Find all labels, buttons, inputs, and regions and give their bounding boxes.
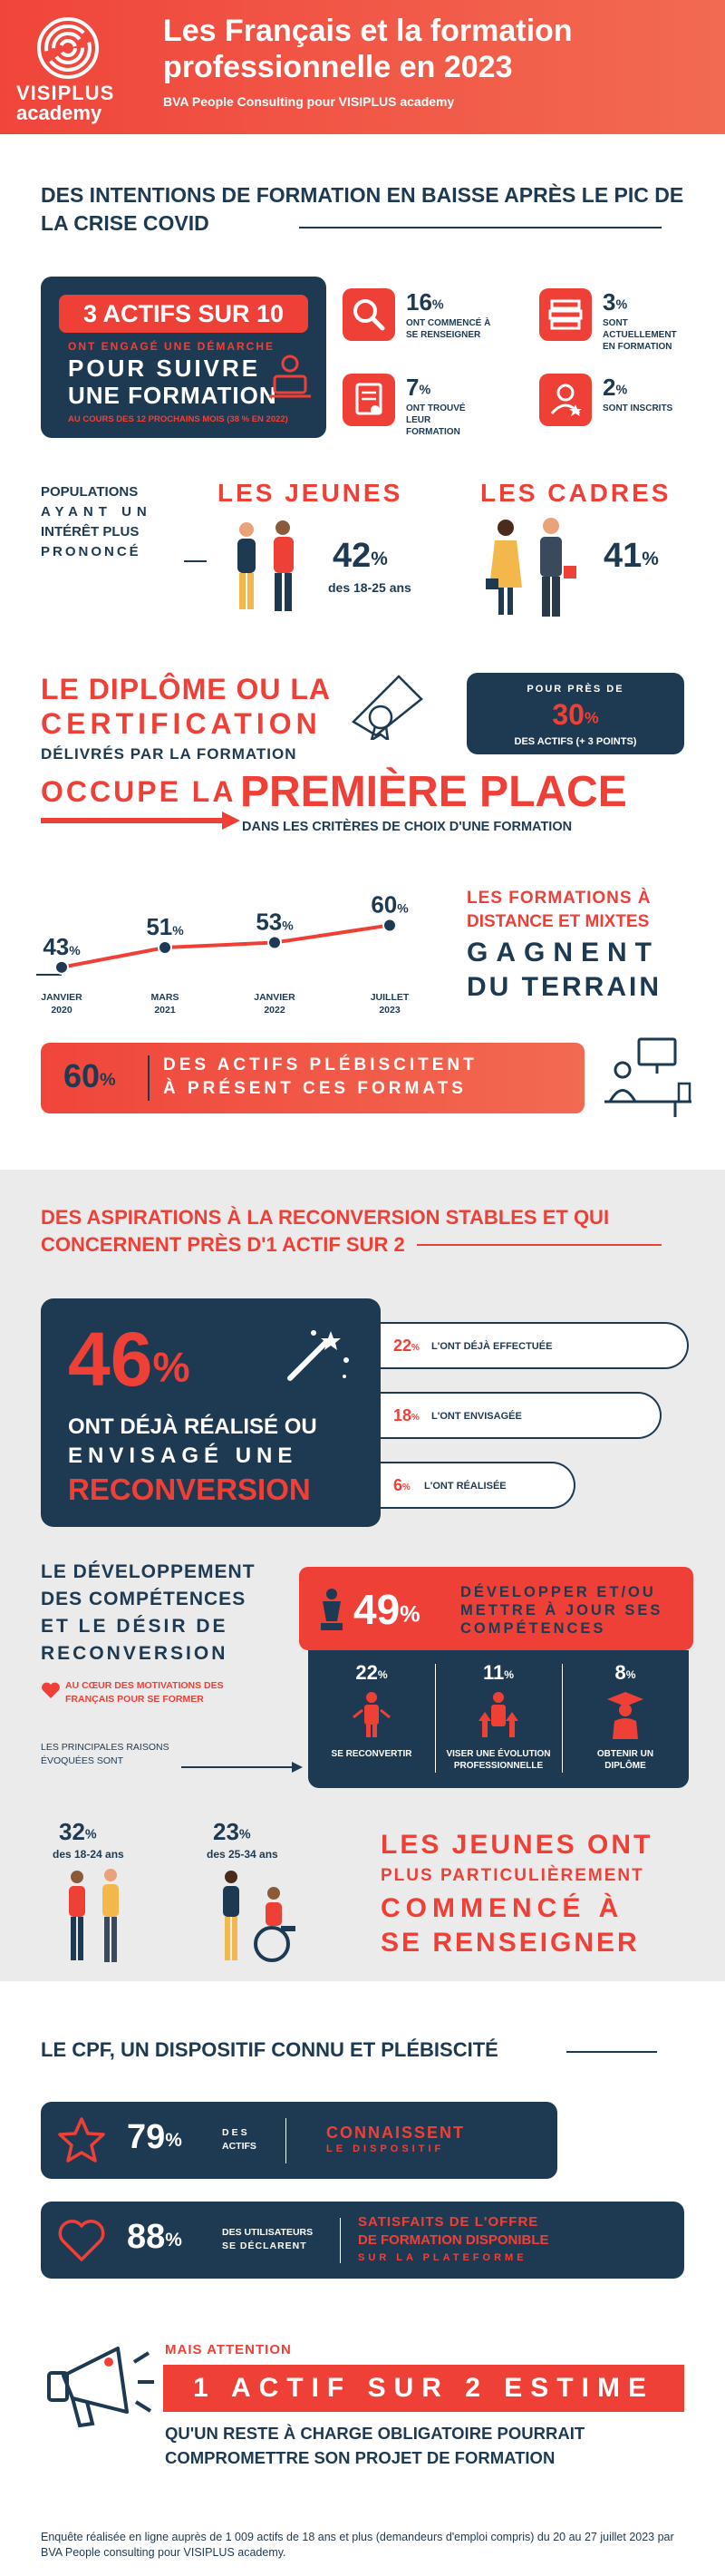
reason-value: 22 <box>355 1661 378 1684</box>
reason-value: 8 <box>614 1661 626 1684</box>
cpf-divider <box>285 2118 286 2163</box>
section3-title: LE CPF, UN DISPOSITIF CONNU ET PLÉBISCITÉ <box>41 2038 498 2061</box>
banner-divider <box>148 1055 150 1101</box>
attention-line3: COMPROMETTRE SON PROJET DE FORMATION <box>165 2448 556 2467</box>
populations-text <box>41 482 177 562</box>
reconversion-line3: RECONVERSION <box>68 1473 311 1506</box>
dev-line5: AU CŒUR DES MOTIVATIONS DES FRANÇAIS POUR SE FORMER <box>65 1680 224 1705</box>
graduate-icon <box>605 1690 645 1741</box>
dev-line2: DES COMPÉTENCES <box>41 1589 246 1609</box>
magic-wand-icon <box>281 1324 353 1387</box>
banner-line1: DES ACTIFS PLÉBISCITENT <box>163 1055 478 1074</box>
reconversion-bar <box>381 1322 689 1369</box>
executives-illustration <box>478 515 583 619</box>
cpf-card <box>41 2202 684 2279</box>
bar-unit: % <box>411 1413 420 1424</box>
wheelchair-group-illustration <box>208 1866 308 1966</box>
young-text-line3: COMMENCÉ À <box>381 1893 624 1923</box>
timeline-value: 43% <box>43 932 81 960</box>
timeline-label: MARS <box>150 992 179 1003</box>
timeline-line <box>62 925 390 967</box>
cpf-value: 79 <box>127 2118 166 2156</box>
timeline-title4: DU TERRAIN <box>467 972 662 1002</box>
section2-title1: DES ASPIRATIONS À LA RECONVERSION STABLES ET QUI <box>41 1206 610 1229</box>
timeline-chart <box>36 884 453 1020</box>
actifs-box-line4: AU COURS DES 12 PROCHAINS MOIS (38 % EN 2022) <box>68 414 288 424</box>
reason-unit: % <box>377 1667 388 1681</box>
arrow-shape <box>41 812 240 830</box>
dev-line1: LE DÉVELOPPEMENT <box>41 1561 256 1582</box>
young-value: 32 <box>59 1818 85 1845</box>
cpf-small1: DES <box>222 2127 250 2138</box>
actifs-box <box>41 277 326 438</box>
page-title: Les Français et la formation professionnelle en 2023 <box>163 14 573 84</box>
search-icon <box>343 288 395 341</box>
timeline-label: 2022 <box>264 1005 285 1016</box>
megaphone-icon <box>36 2335 159 2444</box>
reconversion-bar <box>381 1392 662 1439</box>
stat-label: SONT ACTUELLEMENT EN FORMATION <box>603 318 677 352</box>
reason-col <box>435 1650 562 1788</box>
cadres-value: 41 <box>604 537 643 575</box>
young-value: 23 <box>213 1818 239 1845</box>
logo-line2: academy <box>16 102 102 124</box>
reasons-top-value: 49 <box>353 1586 401 1633</box>
cpf-small1: DES UTILISATEURS <box>222 2227 314 2238</box>
timeline-label: JANVIER <box>41 992 82 1003</box>
stat-card <box>343 374 524 437</box>
banner-line2: À PRÉSENT CES FORMATS <box>163 1079 467 1098</box>
diplome-line4a: OCCUPE LA <box>41 775 237 808</box>
diplome-line4b: PREMIÈRE PLACE <box>240 768 627 816</box>
stat-card <box>539 374 720 437</box>
timeline-value: 60% <box>371 890 409 919</box>
star-icon <box>57 2116 106 2165</box>
bar-label: L'ONT RÉALISÉE <box>424 1481 507 1492</box>
stat-unit: % <box>419 383 431 398</box>
diploma-scroll-icon <box>344 667 430 740</box>
cadres-title: LES CADRES <box>480 479 672 507</box>
jeunes-title: LES JEUNES <box>218 479 403 507</box>
diplome-box-line2: DES ACTIFS (+ 3 POINTS) <box>514 736 637 747</box>
logo-line1: VISIPLUS <box>16 82 115 104</box>
cpf-unit: % <box>165 2229 182 2250</box>
actifs-box-big: 3 ACTIFS SUR 10 <box>59 295 308 333</box>
young-label: des 25-34 ans <box>207 1848 278 1861</box>
attention-line1: MAIS ATTENTION <box>165 2342 292 2357</box>
reason-label: SE RECONVERTIR <box>331 1749 412 1759</box>
cpf-unit: % <box>165 2129 182 2151</box>
timeline-label: JANVIER <box>254 992 295 1003</box>
section2-title-underline <box>417 1244 662 1246</box>
young-people-illustration <box>218 517 317 617</box>
trophy-icon <box>315 1585 348 1634</box>
actifs-box-line3: UNE FORMATION <box>68 382 277 409</box>
logo <box>16 16 125 125</box>
diplome-line5: DANS LES CRITÈRES DE CHOIX D'UNE FORMATION <box>242 820 573 834</box>
bar-unit: % <box>402 1482 411 1493</box>
timeline-label: 2023 <box>379 1005 401 1016</box>
remote-work-icon <box>603 1034 693 1120</box>
reason-value: 11 <box>482 1661 505 1684</box>
diplome-box-line1: POUR PRÈS DE <box>527 684 624 695</box>
reasons-top-banner <box>299 1567 693 1650</box>
diplome-box-unit: % <box>584 708 599 727</box>
heart-icon <box>41 1681 61 1699</box>
populations-line: INTÉRÊT PLUS <box>41 524 140 540</box>
attention-banner: 1 ACTIF SUR 2 ESTIME <box>163 2365 684 2412</box>
timeline-point <box>159 941 171 954</box>
diplome-box-value: 30 <box>552 698 585 731</box>
timeline-value: 53% <box>256 908 294 936</box>
reason-unit: % <box>504 1667 515 1681</box>
crossroads-person-icon <box>352 1690 392 1739</box>
bar-value: 6 <box>393 1476 403 1494</box>
stat-label: ONT TROUVÉ LEUR FORMATION <box>406 403 466 437</box>
formats-banner <box>41 1043 585 1113</box>
actifs-box-line1: ONT ENGAGÉ UNE DÉMARCHE <box>68 340 276 353</box>
stat-unit: % <box>615 383 628 398</box>
reason-col <box>562 1650 689 1788</box>
page-subtitle: BVA People Consulting pour VISIPLUS academy <box>163 94 455 109</box>
career-growth-icon <box>477 1690 520 1739</box>
reasons-box <box>308 1650 689 1788</box>
young-text-line4: SE RENSEIGNER <box>381 1928 640 1958</box>
section2-title2: CONCERNENT PRÈS D'1 ACTIF SUR 2 <box>41 1233 405 1256</box>
jeunes-label: des 18-25 ans <box>328 580 411 595</box>
cpf-right1: CONNAISSENT <box>326 2124 466 2142</box>
young-unit: % <box>84 1827 97 1842</box>
stat-label: SONT INSCRITS <box>603 403 673 413</box>
cpf-right3: SUR LA PLATEFORME <box>358 2252 527 2263</box>
section1-title: DES INTENTIONS DE FORMATION EN BAISSE APRÈS LE PIC DE LA CRISE COVID <box>41 183 684 235</box>
bar-value: 18 <box>393 1406 412 1424</box>
populations-line: AYANT UN <box>41 504 152 520</box>
reconversion-line2: ENVISAGÉ UNE <box>68 1444 298 1468</box>
attention-line2: QU'UN RESTE À CHARGE OBLIGATOIRE POURRAIT <box>165 2424 585 2443</box>
section1-title-underline <box>299 227 662 228</box>
footer-note: Enquête réalisée en ligne auprès de 1 009 actifs de 18 ans et plus (demandeurs d'emploi compris) du 20 au 27 juillet 2023 par BVA People consulting pour VISIPLUS academy. <box>41 2531 674 2559</box>
stat-value: 16 <box>406 288 432 316</box>
reconversion-value: 46 <box>68 1317 153 1402</box>
reason-label: OBTENIR UN DIPLÔME <box>596 1749 654 1771</box>
reconversion-box <box>41 1298 381 1527</box>
cpf-card <box>41 2102 557 2179</box>
certificate-icon <box>343 374 395 426</box>
reasons-top-unit: % <box>400 1601 420 1628</box>
jeunes-unit: % <box>371 548 388 569</box>
timeline-title1: LES FORMATIONS À <box>467 889 652 908</box>
stat-label: ONT COMMENCÉ À SE RENSEIGNER <box>406 318 491 340</box>
timeline-point <box>383 919 396 931</box>
dev-line3: ET LE DÉSIR DE <box>41 1616 228 1637</box>
stat-card <box>343 288 524 352</box>
header <box>0 0 725 134</box>
cpf-right2: DE FORMATION DISPONIBLE <box>358 2232 549 2248</box>
cpf-right1: SATISFAITS DE L'OFFRE <box>358 2214 539 2230</box>
heart-outline-icon <box>57 2218 106 2263</box>
bar-label: L'ONT ENVISAGÉE <box>431 1411 522 1422</box>
books-icon <box>539 288 592 341</box>
reason-col <box>308 1650 435 1788</box>
cadres-unit: % <box>642 548 659 569</box>
actifs-box-line2: POUR SUIVRE <box>68 355 261 382</box>
reconversion-line1: ONT DÉJÀ RÉALISÉ OU <box>68 1414 317 1439</box>
timeline-label: JUILLET <box>370 992 410 1003</box>
stat-unit: % <box>615 297 628 313</box>
reconversion-unit: % <box>152 1343 190 1391</box>
young-label: des 18-24 ans <box>53 1848 124 1861</box>
populations-line: PRONONCÉ <box>41 544 141 559</box>
cpf-value: 88 <box>127 2218 166 2256</box>
cpf-small2: SE DÉCLARENT <box>222 2241 307 2251</box>
cpf-right2: LE DISPOSITIF <box>326 2143 445 2154</box>
arrow-right-icon <box>181 1761 304 1774</box>
diplome-line2: CERTIFICATION <box>41 707 322 740</box>
reason-label: VISER UNE ÉVOLUTION PROFESSIONNELLE <box>446 1749 551 1771</box>
dev-line4: RECONVERSION <box>41 1643 228 1664</box>
diplome-box <box>467 673 684 754</box>
stat-card <box>539 288 720 352</box>
cpf-divider <box>340 2218 341 2263</box>
section3-title-underline <box>566 2051 657 2053</box>
banner-value: 60 <box>63 1057 101 1094</box>
timeline-label: 2021 <box>154 1005 176 1016</box>
young-text-line1: LES JEUNES ONT <box>381 1830 653 1860</box>
bar-unit: % <box>411 1343 420 1354</box>
populations-line: POPULATIONS <box>41 484 139 500</box>
diplome-line3: DÉLIVRÉS PAR LA FORMATION <box>41 745 297 763</box>
laptop-user-icon <box>267 353 313 400</box>
timeline-title2: DISTANCE ET MIXTES <box>467 912 650 931</box>
timeline-label: 2020 <box>51 1005 72 1016</box>
banner-unit: % <box>100 1070 116 1091</box>
young-unit: % <box>238 1827 251 1842</box>
fingerprint-icon <box>36 16 100 80</box>
bar-label: L'ONT DÉJÀ EFFECTUÉE <box>431 1341 553 1352</box>
stat-value: 7 <box>406 374 420 401</box>
jeunes-value: 42 <box>333 537 372 575</box>
stat-value: 3 <box>603 288 616 316</box>
reasons-top-label: DÉVELOPPER ET/OU METTRE À JOUR SES COMPÉTENCES <box>460 1584 663 1637</box>
user-star-icon <box>539 374 592 426</box>
timeline-title3: GAGNENT <box>467 938 660 967</box>
stat-unit: % <box>431 297 444 313</box>
timeline-value: 51% <box>146 913 184 940</box>
timeline-point <box>268 937 281 949</box>
reason-unit: % <box>625 1667 636 1681</box>
bar-value: 22 <box>393 1337 412 1355</box>
diplome-line1: LE DIPLÔME OU LA <box>41 673 331 705</box>
reconversion-bar <box>381 1462 575 1509</box>
dev-line6: LES PRINCIPALES RAISONS ÉVOQUÉES SONT <box>41 1742 169 1766</box>
stat-value: 2 <box>603 374 616 401</box>
timeline-point <box>55 961 68 974</box>
young-group-illustration <box>54 1866 136 1966</box>
young-text-line2: PLUS PARTICULIÈREMENT <box>381 1866 644 1885</box>
cpf-small2: ACTIFS <box>222 2141 256 2152</box>
populations-divider <box>184 560 207 562</box>
